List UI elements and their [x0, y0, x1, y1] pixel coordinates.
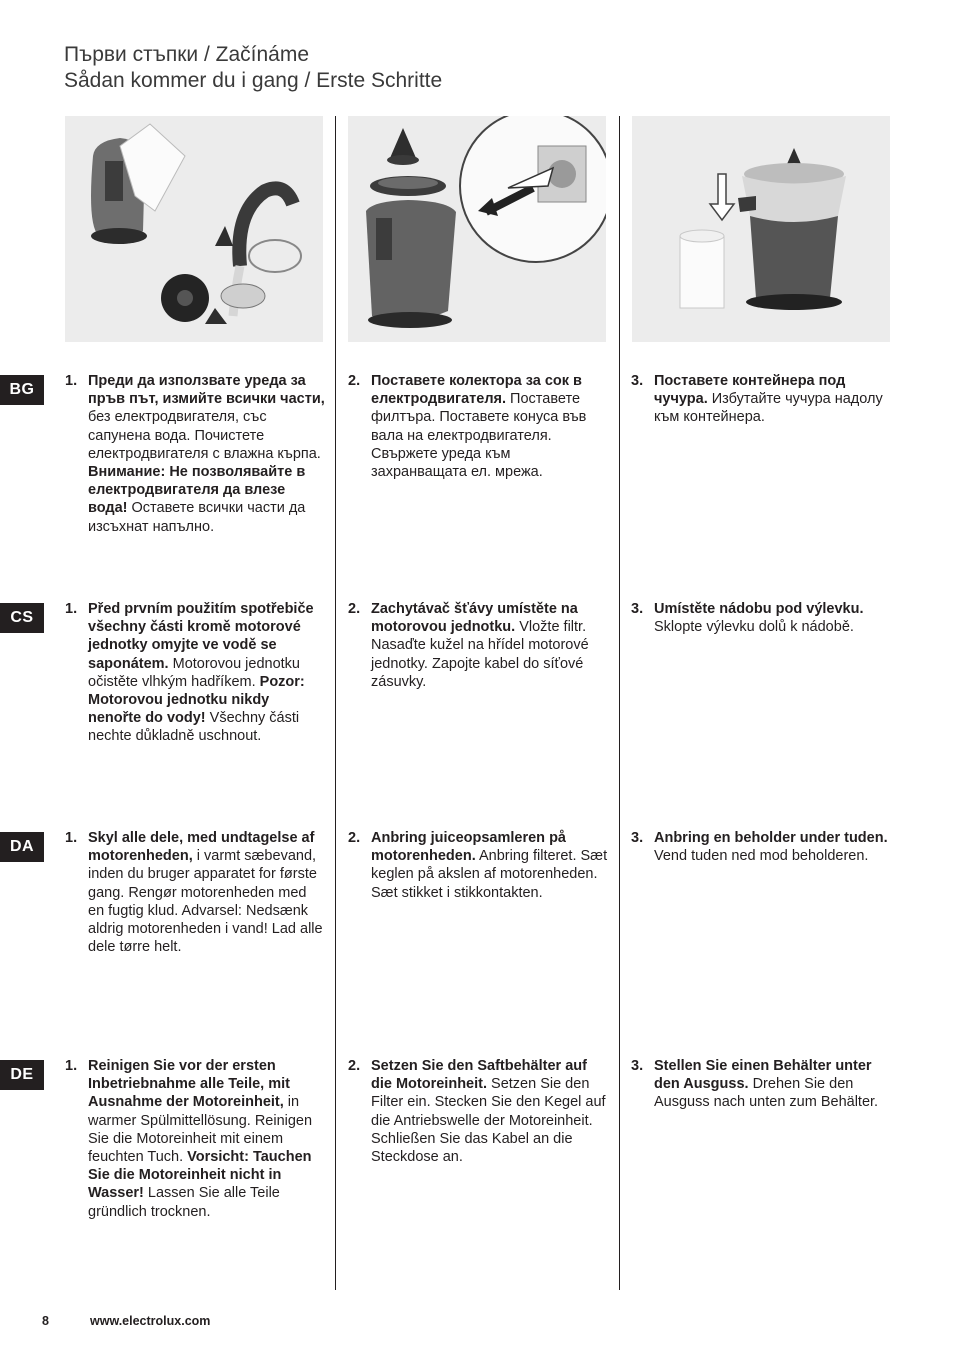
step-warning-text: Vorsicht: Tauchen Sie die Motoreinheit nicht in Wasser! — [88, 1149, 312, 1202]
step-bold-text: Zachytávač šťávy umístěte na motorovou jednotku. — [371, 601, 578, 636]
column-divider — [619, 116, 620, 1290]
step-text: Поставете филтъра. Поставете конуса във вала на електродвигателя. Свържете уреда към захранващата ел. мрежа. — [371, 391, 587, 481]
step-text: без електродвигателя, със сапунена вода. Почистете електродвигателя с влажна кърпа. — [88, 409, 321, 462]
step-number: 1. — [65, 601, 78, 617]
step-text: Sklopte výlevku dolů k nádobě. — [654, 619, 854, 636]
step-item — [348, 829, 608, 902]
step-bold-text: Anbring en beholder under tuden. — [654, 830, 888, 846]
step-bold-text: Před prvním použitím spotřebiče všechny části kromě motorové jednotky omyjte ve vodě se saponátem. — [88, 601, 314, 672]
column-divider — [335, 116, 336, 1290]
language-tab-bg: BG — [0, 375, 44, 405]
step-text: Drehen Sie den Ausguss nach unten zum Behälter. — [654, 1076, 879, 1111]
step-item — [65, 372, 325, 536]
step-item — [631, 600, 893, 636]
footer-url[interactable]: www.electrolux.com — [90, 1314, 211, 1328]
step-item — [348, 600, 608, 691]
step-item — [65, 600, 325, 746]
step-item — [348, 1057, 608, 1166]
step-number: 3. — [631, 830, 644, 846]
step-text: Избутайте чучура надолу към контейнера. — [654, 391, 883, 426]
step-bold-text: Stellen Sie einen Behälter unter den Ausguss. — [654, 1058, 872, 1093]
page-number: 8 — [42, 1314, 49, 1328]
step-text: Anbring filteret. Sæt keglen på akslen af motorenheden. Sæt stikket i stikkontakten. — [371, 848, 608, 901]
step-number: 1. — [65, 1058, 78, 1074]
step-text: Vložte filtr. Nasaďte kužel na hřídel motorové jednotky. Zapojte kabel do síťové zásuvky. — [371, 619, 589, 690]
page-title-line-2: Sådan kommer du i gang / Erste Schritte — [64, 69, 443, 92]
step-bold-text: Преди да използвате уреда за пръв път, измийте всички части, — [88, 373, 325, 408]
step-text: i varmt sæbevand, inden du bruger apparatet for første gang. Rengør motorenheden med en fugtig klud. Advarsel: Nedsænk aldrig motorenheden i vand! Lad alle dele tørre helt. — [88, 848, 323, 956]
step-text: Оставете всички части да изсъхнат напълно. — [88, 500, 306, 535]
step-warning-text: Pozor: Motorovou jednotku nikdy nenořte do vody! — [88, 673, 305, 727]
step-bold-text: Reinigen Sie vor der ersten Inbetriebnahme alle Teile, mit Ausnahme der Motoreinheit, — [88, 1058, 290, 1111]
washing-parts-illustration — [65, 116, 323, 342]
step-item — [65, 829, 325, 956]
step-text: Motorovou jednotku očistěte vlhkým hadříkem. — [88, 655, 300, 690]
step-number: 2. — [348, 601, 361, 617]
step-bold-text: Поставете контейнера под чучура. — [654, 373, 846, 408]
step-text: Lassen Sie alle Teile gründlich trocknen. — [88, 1185, 280, 1220]
page-title-line-1: Първи стъпки / Začínáme — [64, 43, 310, 66]
step-text: Všechny části nechte důkladně uschnout. — [88, 710, 300, 745]
step-number: 2. — [348, 373, 361, 389]
step-number: 3. — [631, 1058, 644, 1074]
step-item — [631, 829, 893, 865]
step-bold-text: Anbring juiceopsamleren på motorenheden. — [371, 830, 566, 865]
step-number: 1. — [65, 830, 78, 846]
page-title — [64, 42, 442, 94]
language-tab-cs: CS — [0, 603, 44, 633]
step-number: 2. — [348, 830, 361, 846]
step-bold-text: Поставете колектора за сок в електродвигателя. — [371, 373, 582, 408]
step-text: Setzen Sie den Filter ein. Stecken Sie den Kegel auf die Antriebswelle der Motoreinheit. Schließen Sie das Kabel an die Steckdose an. — [371, 1076, 606, 1166]
step-text: Vend tuden ned mod beholderen. — [654, 848, 869, 865]
step-item — [631, 372, 893, 427]
step-number: 3. — [631, 601, 644, 617]
step-bold-text: Umístěte nádobu pod výlevku. — [654, 601, 864, 617]
step-bold-text: Skyl alle dele, med undtagelse af motorenheden, — [88, 830, 315, 865]
step-number: 1. — [65, 373, 78, 389]
step-item — [348, 372, 608, 481]
step-number: 3. — [631, 373, 644, 389]
assembly-and-plug-illustration — [348, 116, 606, 342]
step-bold-text: Setzen Sie den Saftbehälter auf die Motoreinheit. — [371, 1058, 587, 1093]
step-warning-text: Внимание: Не позволявайте в електродвигателя да влезе вода! — [88, 464, 306, 517]
container-under-spout-illustration — [632, 116, 890, 342]
language-tab-da: DA — [0, 832, 44, 862]
step-text: in warmer Spülmittellösung. Reinigen Sie die Motoreinheit mit einem feuchten Tuch. — [88, 1094, 313, 1166]
step-item — [631, 1057, 893, 1112]
step-item — [65, 1057, 325, 1221]
step-number: 2. — [348, 1058, 361, 1074]
language-tab-de: DE — [0, 1060, 44, 1090]
